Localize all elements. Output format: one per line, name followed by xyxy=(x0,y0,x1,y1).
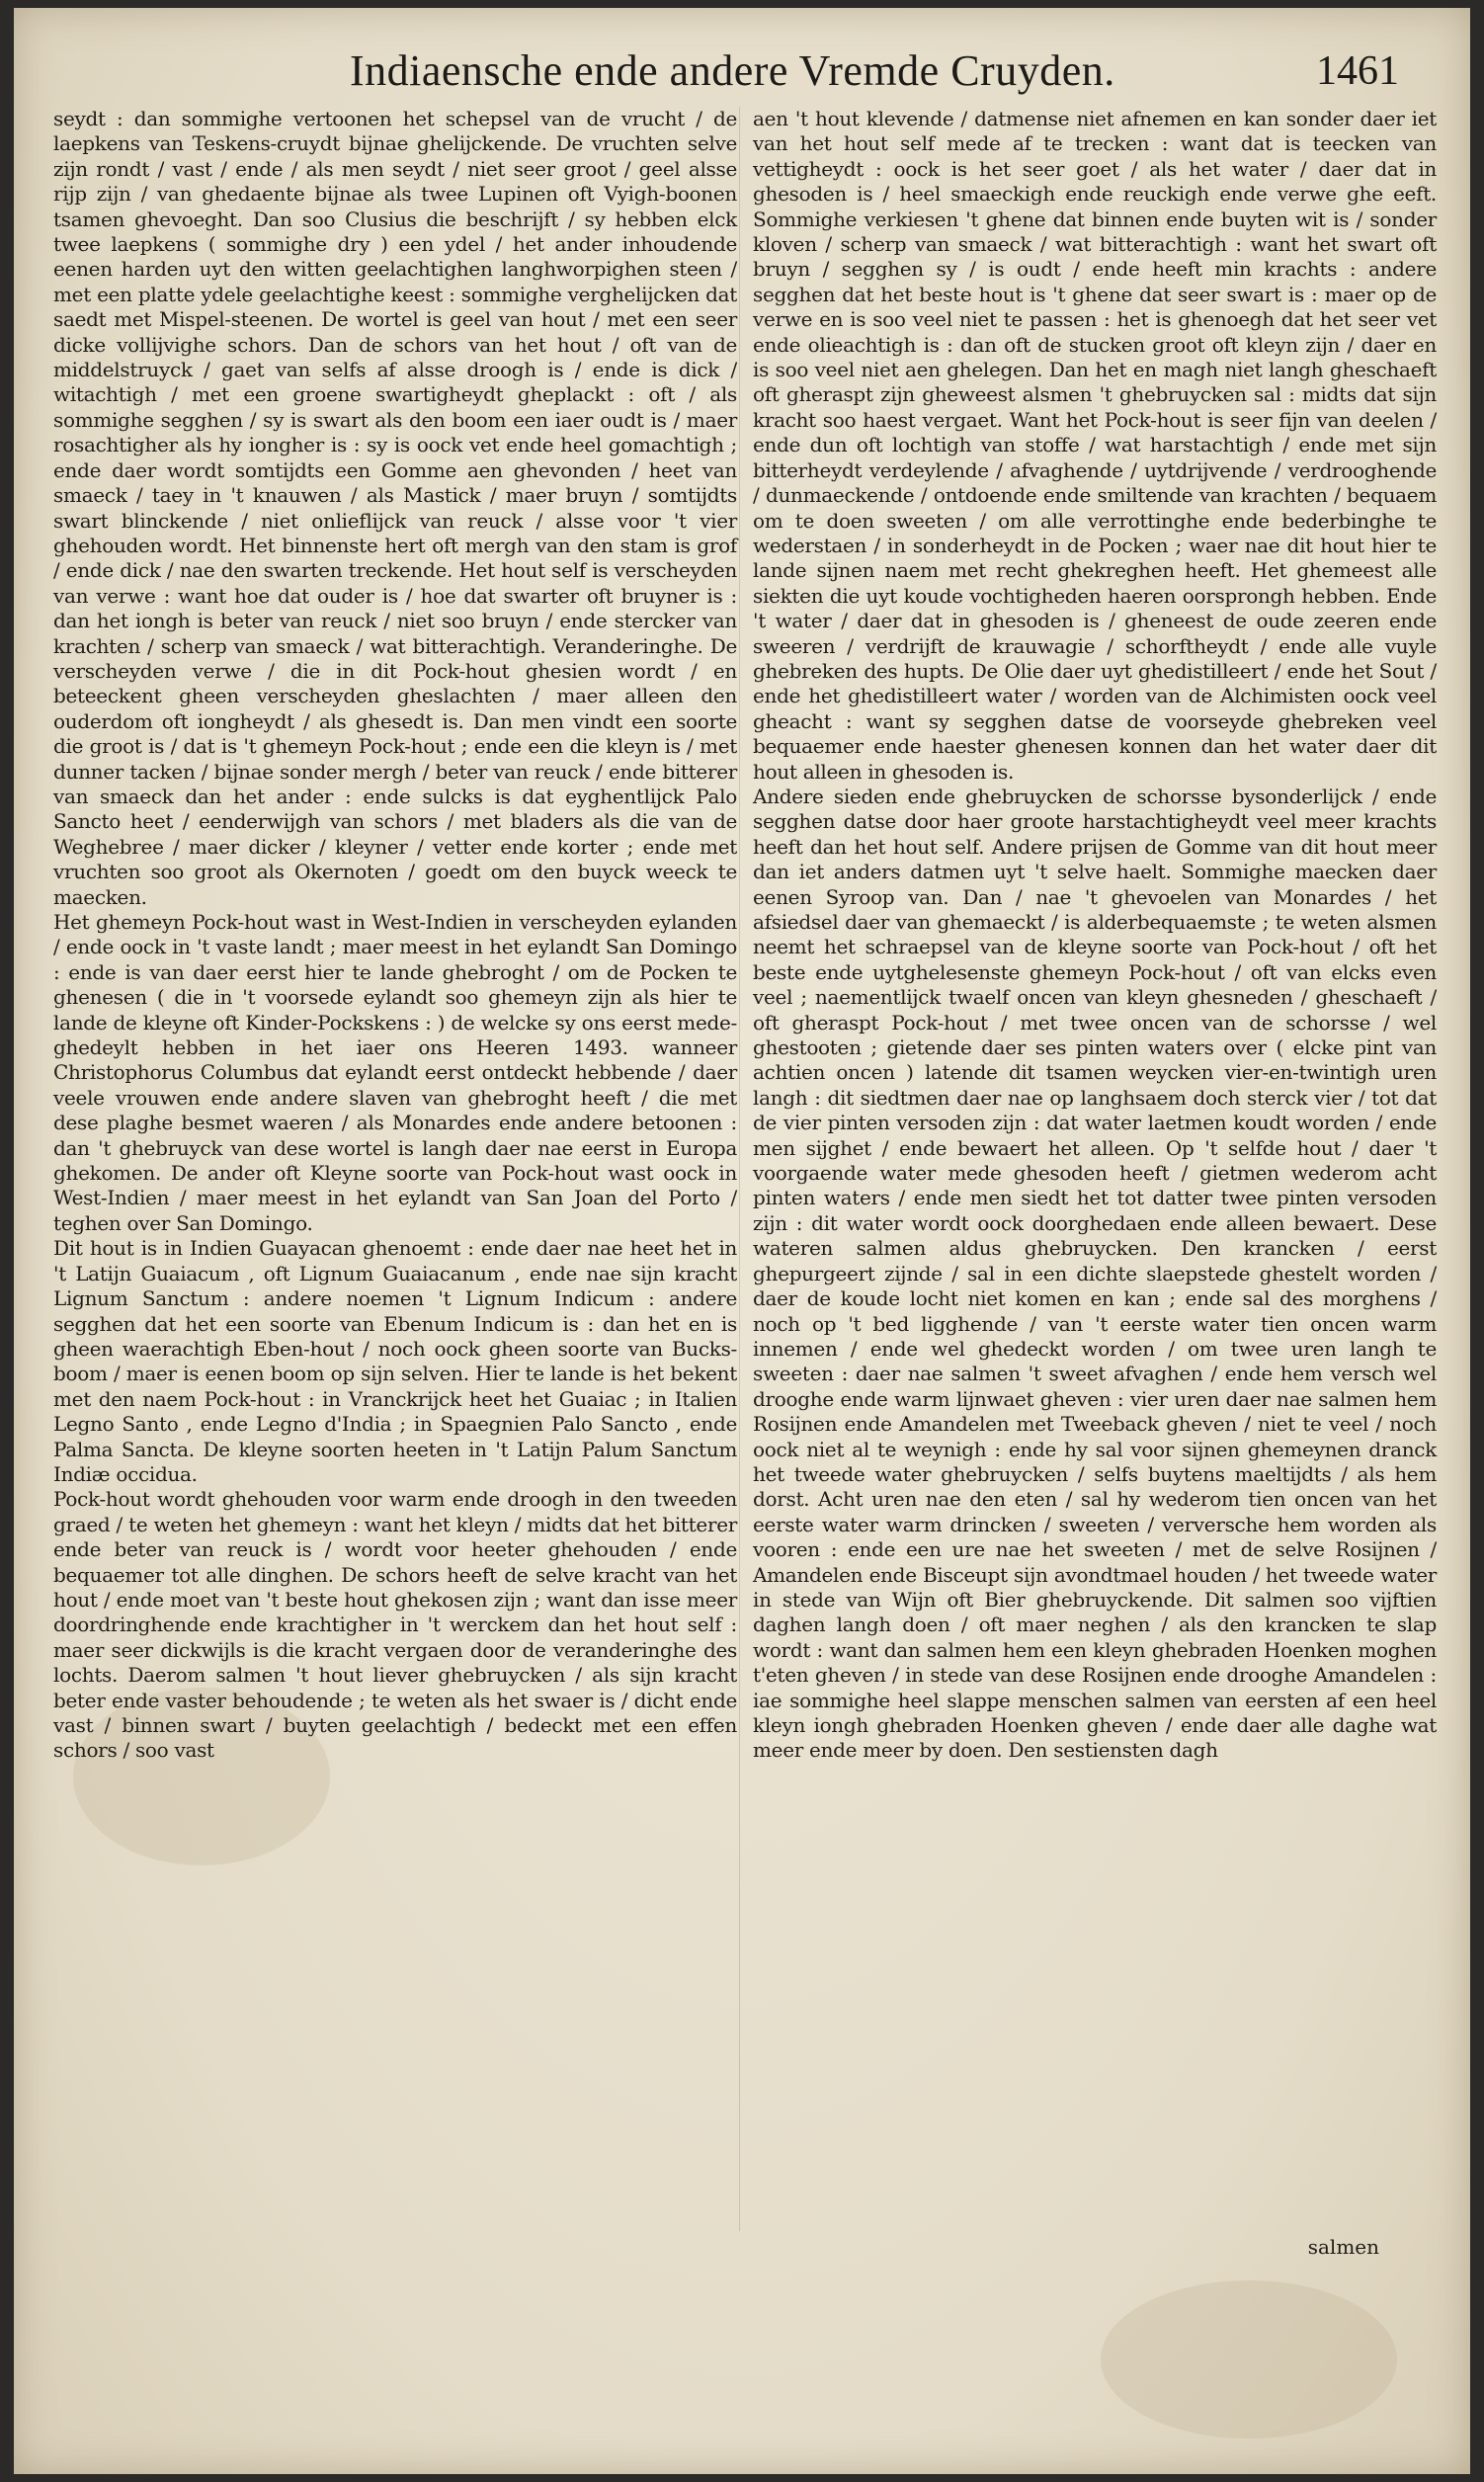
page-number: 1461 xyxy=(1316,48,1399,94)
running-title: Indiaensche ende andere Vremde Cruyden. xyxy=(350,46,1115,95)
text-column-left: seydt : dan sommighe vertoonen het schepsel van de vrucht / de laepkens van Teskens-cruydt bijnae ghelijckende. De vruchten selve zijn rondt / vast / ende / als men seydt / niet seer groot / geel alsse rijp zijn / van ghedaente bijnae als twee Lupinen oft Vyigh-boonen tsamen ghevoeght. Dan soo Clusius die beschrijft / sy hebben elck twee laepkens ( sommighe dry ) een ydel / het ander inhoudende eenen harden uyt den witten geelachtighen langhworpighen steen / met een platte ydele geelachtighe keest : sommighe verghelijcken dat saedt met Mispel-steenen. De wortel is geel van hout / met een seer dicke vollijvighe schors. Dan de schors van het hout / oft van de middelstruyck / gaet van selfs af alsse droogh is / ende is dick / witachtigh / met een groene swartigheydt gheplackt : oft / als sommighe segghen / sy is swart als den boom een iaer oudt is / maer rosachtigher als hy iongher is : sy is oock vet ende heel gomachtigh ; ende daer wordt somtijdts een Gomme aen ghevonden / heet van smaeck / taey in 't knauwen / als Mastick / maer bruyn / somtijdts swart blinckende / niet onlieflijck van reuck / alsse voor 't vier ghehouden wordt. Het binnenste hert oft mergh van den stam is grof / ende dick / nae den swarten treckende. Het hout self is verscheyden van verwe : want hoe dat ouder is / hoe dat swarter oft bruyner is : dan het iongh is beter van reuck / niet soo bruyn / ende stercker van krachten / scherp van smaeck / wat bitterachtigh. Veranderinghe. De verscheyden verwe / die in dit Pock-hout ghesien wordt / en beteeckent gheen verscheyden gheslachten / maer alleen den ouderdom oft iongheydt / als ghesedt is. Dan men vindt een soorte die groot is / dat is 't ghemeyn Pock-hout ; ende een die kleyn is / met dunner tacken / bijnae sonder mergh / beter van reuck / ende bitterer van smaeck dan het ander : ende sulcks is dat eyghentlijck Palo Sancto heet / eenderwijgh van schors / met bladers als die van de Weghebree / maer dicker / kleyner / vetter ende korter ; ende met vruchten soo groot als Okernoten / goedt om den buyck weeck te maecken. Het ghemeyn Pock-hout wast in West-Indien in verscheyden eylanden / ende oock in 't vaste landt ; maer meest in het eylandt San Domingo : ende is van daer eerst hier te lande ghebroght / om de Pocken te ghenesen ( die in 't voorsede eylandt soo ghemeyn zijn als hier te lande de kleyne oft Kinder-Pockskens : ) de welcke sy ons eerst mede-ghedeylt hebben in het iaer ons Heeren 1493. wanneer Christophorus Columbus dat eylandt eerst ontdeckt hebbende / daer veele vrouwen ende andere slaven van ghebroght heeft / die met dese plaghe besmet waeren / als Monardes ende andere betoonen : dan 't ghebruyck van dese wortel is langh daer nae eerst in Europa ghekomen. De ander oft Kleyne soorte van Pock-hout wast oock in West-Indien / maer meest in het eylandt van San Joan del Porto / teghen over San Domingo. Dit hout is in Indien Guayacan ghenoemt : ende daer nae heet het in 't Latijn Guaiacum , oft Lignum Guaiacanum , ende nae sijn kracht Lignum Sanctum : andere noemen 't Lignum Indicum : andere segghen dat het een soorte van Ebenum Indicum is : dan het en is gheen waerachtigh Eben-hout / noch oock gheen soorte van Bucks-boom / maer is eenen boom op sijn selven. Hier te lande is het bekent met den naem Pock-hout : in Vranckrijck heet het Guaiac ; in Italien Legno Santo , ende Legno d'India ; in Spaegnien Palo Sancto , ende Palma Sancta. De kleyne soorten heeten in 't Latijn Palum Sanctum Indiæ occidua. Pock-hout wordt ghehouden voor warm ende droogh in den tweeden graed / te weten het ghemeyn : want het kleyn / midts dat het bitterer ende beter van reuck is / wordt voor heeter ghehouden / ende bequaemer tot alle dinghen. De schors heeft de selve kracht van het hout / ende moet van 't beste hout ghekosen zijn ; want dan isse meer doordringhende ende krachtigher in 't werckem dan het hout self : maer seer dickwijls is die kracht vergaen door de veranderinghe des lochts. Daerom salmen 't hout liever ghebruycken / als sijn kracht beter ende vaster behoudende ; te weten als het swaer is / dicht ende vast / binnen swart / buyten geelachtigh / bedeckt met een effen schors / soo vast xyxy=(53,107,737,1763)
page-header xyxy=(14,8,1470,103)
text-column-right: aen 't hout klevende / datmense niet afnemen en kan sonder daer iet van het hout self mede af te trecken : want dat is teecken van vettigheydt : oock is het seer goet / als het water / daer dat in ghesoden is / heel smaeckigh ende reuckigh ende verwe ghe eeft. Sommighe verkiesen 't ghene dat binnen ende buyten wit is / sonder kloven / scherp van smaeck / wat bitterachtigh : want het swart oft bruyn / segghen sy / is oudt / ende heeft min krachts : andere segghen dat het beste hout is 't ghene dat seer swart is : maer op de verwe en is soo veel niet te passen : het is ghenoegh dat het seer vet ende olieachtigh is : dan oft de stucken groot oft kleyn zijn / daer en is soo veel niet aen ghelegen. Dan het en magh niet langh gheschaeft oft gheraspt zijn gheweest alsmen 't ghebruycken sal : midts dat sijn kracht soo haest vergaet. Want het Pock-hout is seer fijn van deelen / ende dun oft lochtigh van stoffe / wat harstachtigh / ende met sijn bitterheydt verdeylende / afvaghende / uytdrijvende / verdrooghende / dunmaeckende / ontdoende ende smiltende van krachten / bequaem om te doen sweeten / om alle verrottinghe ende bederbinghe te wederstaen / in sonderheydt in de Pocken ; waer nae dit hout hier te lande sijnen naem met recht ghekreghen heeft. Het ghemeest alle siekten die uyt koude vochtigheden haeren oorsprongh hebben. Ende 't water / daer dat in ghesoden is / gheneest de oude zeeren ende sweeren / verdrijft de krauwagie / schorftheydt / ende alle vuyle ghebreken des hupts. De Olie daer uyt ghedistilleert / ende het Sout / ende het ghedistilleert water / worden van de Alchimisten oock veel gheacht : want sy segghen datse de voorseyde ghebreken veel bequaemer ende haester ghenesen konnen dan het water daer dit hout alleen in ghesoden is. Andere sieden ende ghebruycken de schorsse bysonderlijck / ende segghen datse door haer groote harstachtigheydt veel meer krachts heeft dan het hout self. Andere prijsen de Gomme van dit hout meer dan iet anders datmen uyt 't selve haelt. Sommighe maecken daer eenen Syroop van. Dan / nae 't ghevoelen van Monardes / het afsiedsel daer van ghemaeckt / is alderbequaemste ; te weten alsmen neemt het schraepsel van de kleyne soorte van Pock-hout / oft het beste ende uytghelesenste ghemeyn Pock-hout / oft van elcks even veel ; naementlijck twaelf oncen van kleyn ghesneden / gheschaeft / oft gheraspt Pock-hout / met twee oncen van de schorsse / wel ghestooten ; gietende daer ses pinten waters over ( elcke pint van achtien oncen ) latende dit tsamen weycken vier-en-twintigh uren langh : dit siedtmen daer nae op langhsaem doch sterck vier / tot dat de vier pinten versoden zijn : dat water laetmen koudt worden / ende men sijghet / ende bewaert het alleen. Op 't selfde hout / daer 't voorgaende water mede ghesoden heeft / gietmen wederom acht pinten waters / ende men siedt het tot datter twee pinten versoden zijn : dit water wordt oock doorghedaen ende alleen bewaert. Dese wateren salmen aldus ghebruycken. Den krancken / eerst ghepurgeert zijnde / sal in een dichte slaepstede ghestelt worden / daer de koude locht niet komen en kan ; ende sal des morghens / noch op 't bed ligghende / van 't eerste water tien oncen warm innemen / ende wel ghedeckt worden / om twee uren langh te sweeten : daer nae salmen 't sweet afvaghen / ende hem versch wel drooghe ende warm lijnwaet gheven : vier uren daer nae salmen hem Rosijnen ende Amandelen met Tweeback gheven / niet te veel / noch oock niet al te weynigh : ende hy sal voor sijnen ghemeynen dranck het tweede water ghebruycken / selfs buytens maeltijdts / als hem dorst. Acht uren nae den eten / sal hy wederom tien oncen van het eerste water warm drincken / sweeten / verversche hem worden als vooren : ende een ure nae het sweeten / met de selve Rosijnen / Amandelen ende Bisceupt sijn avondtmael houden / het tweede water in stede van Wijn oft Bier ghebruyckende. Dit salmen soo vijftien daghen langh doen / oft maer neghen / als den krancken te slap wordt : want dan salmen hem een kleyn ghebraden Hoenken moghen t'eten gheven / in stede van dese Rosijnen ende drooghe Amandelen : iae sommighe heel slappe menschen salmen van eersten af een heel kleyn iongh ghebraden Hoenken gheven / ende daer alle daghe wat meer ende meer by doen. Den sestiensten dagh xyxy=(753,107,1437,1763)
catchword: salmen xyxy=(1307,2235,1379,2259)
paper-stain xyxy=(1101,2280,1397,2439)
book-page xyxy=(14,8,1470,2474)
column-divider xyxy=(739,107,740,2231)
